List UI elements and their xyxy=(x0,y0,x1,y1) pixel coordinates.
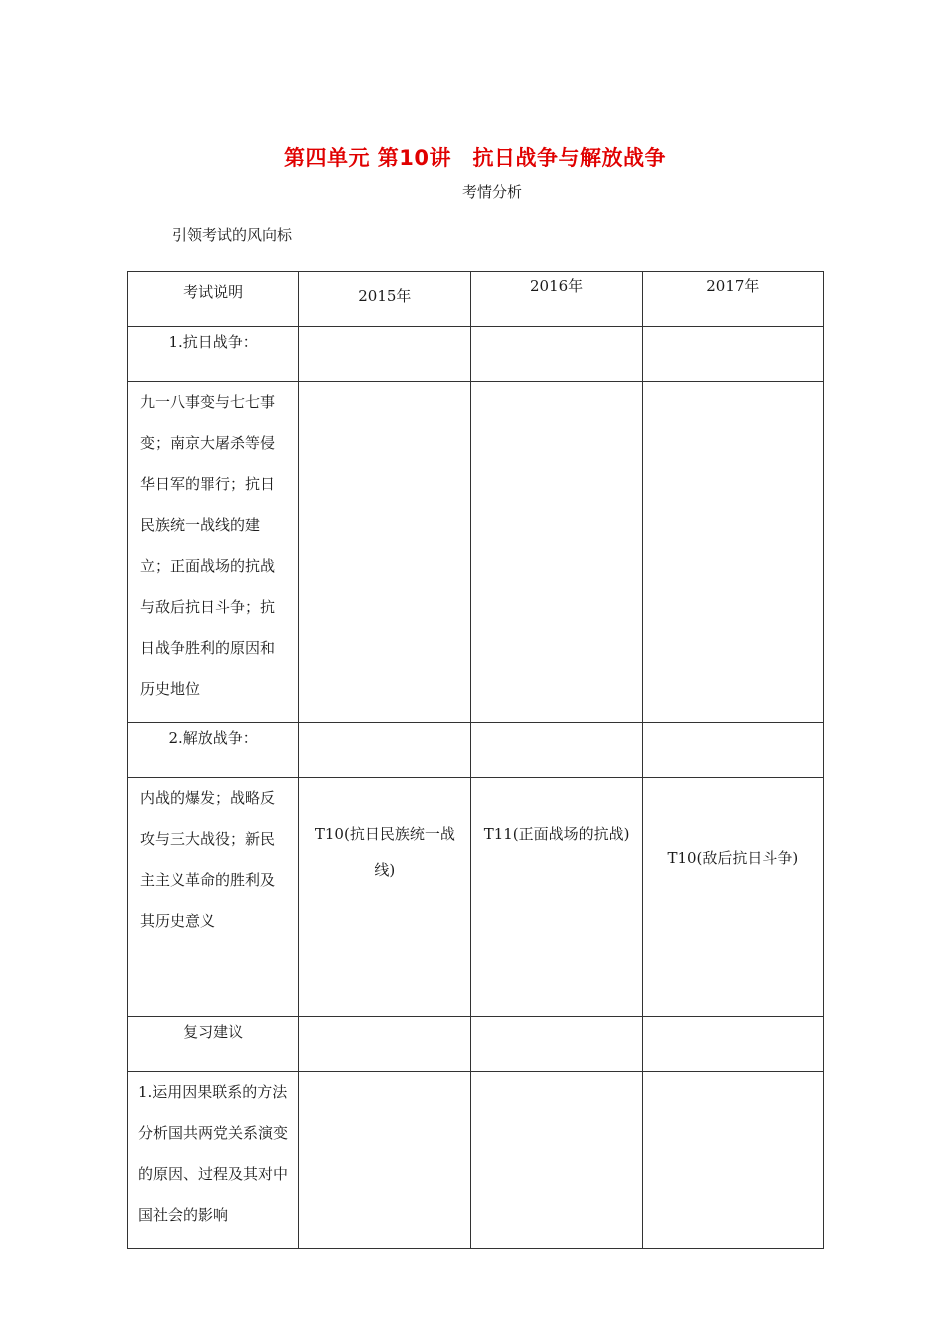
table-row-section2-content xyxy=(128,778,824,1017)
empty-cell xyxy=(471,1017,642,1072)
empty-cell xyxy=(642,1017,823,1072)
intro-text: 引领考试的风向标 xyxy=(172,226,293,244)
page-subtitle: 考情分析 xyxy=(461,183,522,201)
empty-cell xyxy=(471,1072,642,1249)
header-cell-2016: 2016年 xyxy=(471,272,642,327)
section2-label: 2.解放战争： xyxy=(128,723,299,778)
table-header-row xyxy=(128,272,824,327)
section2-2017-cell: T10(敌后抗日斗争) xyxy=(642,778,823,1017)
empty-cell xyxy=(299,327,471,382)
empty-cell xyxy=(642,1072,823,1249)
section1-content: 九一八事变与七七事变；南京大屠杀等侵华日军的罪行；抗日民族统一战线的建立；正面战场的抗战与敌后抗日斗争；抗日战争胜利的原因和历史地位 xyxy=(128,382,299,723)
empty-cell xyxy=(471,723,642,778)
section1-label: 1.抗日战争： xyxy=(128,327,299,382)
empty-cell xyxy=(299,1072,471,1249)
empty-cell xyxy=(299,382,471,723)
section2-2016-cell: T11(正面战场的抗战) xyxy=(471,778,642,1017)
header-cell-2017: 2017年 xyxy=(642,272,823,327)
section2-2015-cell: T10(抗日民族统一战线) xyxy=(299,778,471,1017)
review-label: 复习建议 xyxy=(128,1017,299,1072)
review-content: 1.运用因果联系的方法分析国共两党关系演变的原因、过程及其对中国社会的影响 xyxy=(128,1072,299,1249)
empty-cell xyxy=(642,382,823,723)
header-cell-exam-notes: 考试说明 xyxy=(128,272,299,327)
section2-content: 内战的爆发；战略反攻与三大战役；新民主主义革命的胜利及其历史意义 xyxy=(128,778,299,1017)
empty-cell xyxy=(471,382,642,723)
empty-cell xyxy=(299,723,471,778)
table-row-review-content xyxy=(128,1072,824,1249)
empty-cell xyxy=(299,1017,471,1072)
table-row-section1-label xyxy=(128,327,824,382)
empty-cell xyxy=(642,723,823,778)
table-row-review-label xyxy=(128,1017,824,1072)
page-title: 第四单元 第10讲 抗日战争与解放战争 xyxy=(283,146,667,170)
table-row-section1-content xyxy=(128,382,824,723)
empty-cell xyxy=(471,327,642,382)
empty-cell xyxy=(642,327,823,382)
table-row-section2-label xyxy=(128,723,824,778)
exam-analysis-table xyxy=(127,271,824,1249)
header-cell-2015: 2015年 xyxy=(299,272,471,327)
